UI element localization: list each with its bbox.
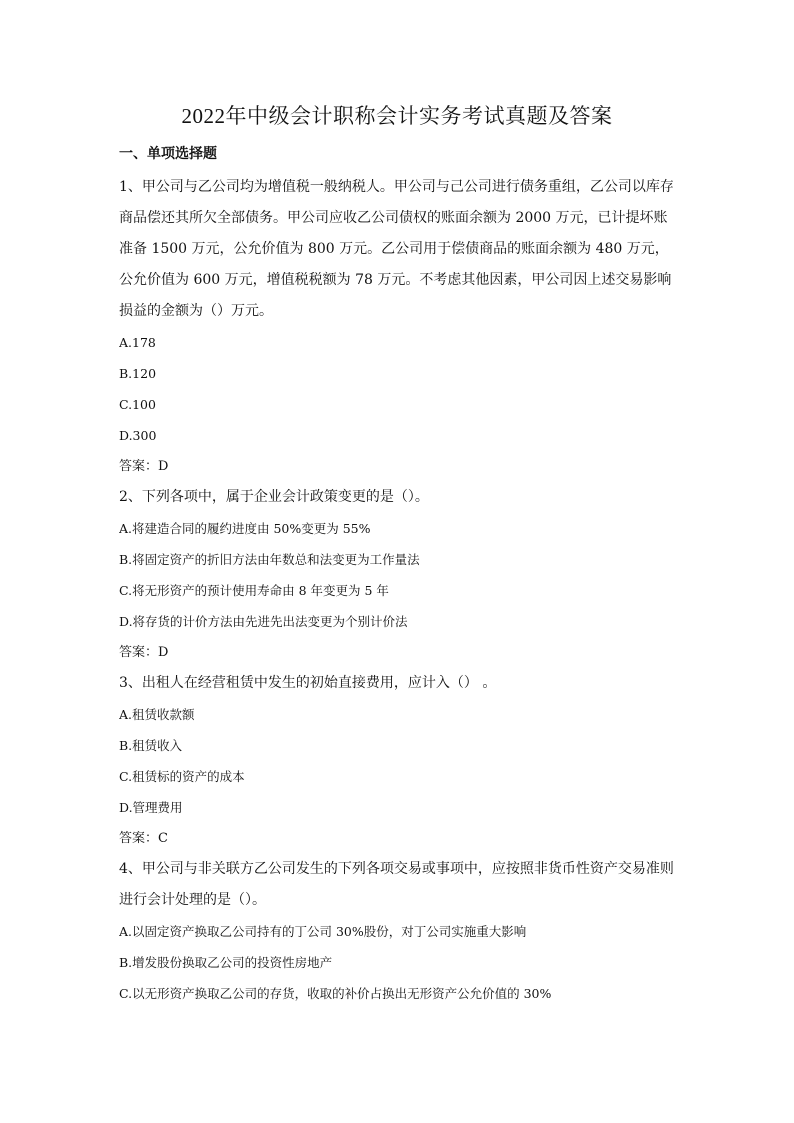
question-stem-line: 进行会计处理的是（）。 <box>119 892 266 908</box>
question-stem-line: 准备 1500 万元，公允价值为 800 万元。乙公司用于偿债商品的账面余额为 480 万元， <box>119 241 669 257</box>
option-d: D.将存货的计价方法由先进先出法变更为个别计价法 <box>119 614 408 629</box>
question-1 <box>119 172 679 482</box>
question-stem-line: 4、甲公司与非关联方乙公司发生的下列各项交易或事项中，应按照非货币性资产交易准则 <box>119 861 674 877</box>
option-a: A.178 <box>119 335 156 350</box>
question-stem-line: 2、下列各项中，属于企业会计政策变更的是（）。 <box>119 489 429 505</box>
option-b: B.增发股份换取乙公司的投资性房地产 <box>119 955 333 970</box>
question-stem-line: 公允价值为 600 万元，增值税税额为 78 万元。不考虑其他因素，甲公司因上述交易影响 <box>119 272 672 288</box>
question-2 <box>119 482 679 668</box>
question-stem-line: 3、出租人在经营租赁中发生的初始直接费用，应计入（） 。 <box>119 675 497 691</box>
option-b: B.租赁收入 <box>119 738 183 753</box>
answer-line: 答案：D <box>119 645 169 660</box>
option-a: A.租赁收款额 <box>119 707 195 722</box>
option-c: C.将无形资产的预计使用寿命由 8 年变更为 5 年 <box>119 583 389 598</box>
option-a: A.以固定资产换取乙公司持有的丁公司 30%股份，对丁公司实施重大影响 <box>119 924 527 939</box>
document-title: 2022年中级会计职称会计实务考试真题及答案 <box>181 104 613 128</box>
option-c: C.租赁标的资产的成本 <box>119 769 245 784</box>
option-d: D.300 <box>119 428 157 443</box>
option-b: B.120 <box>119 366 157 381</box>
question-stem-line: 商品偿还其所欠全部债务。甲公司应收乙公司债权的账面余额为 2000 万元，已计提坏账 <box>119 210 668 226</box>
option-d: D.管理费用 <box>119 800 183 815</box>
section-heading: 一、单项选择题 <box>119 146 217 162</box>
option-c: C.100 <box>119 397 156 412</box>
question-list <box>119 172 679 1009</box>
question-3 <box>119 668 679 854</box>
option-a: A.将建造合同的履约进度由 50%变更为 55% <box>119 521 371 536</box>
question-4 <box>119 854 679 1009</box>
option-c: C.以无形资产换取乙公司的存货，收取的补价占换出无形资产公允价值的 30% <box>119 986 552 1001</box>
answer-line: 答案：D <box>119 459 169 474</box>
question-stem-line: 1、甲公司与乙公司均为增值税一般纳税人。甲公司与己公司进行债务重组，乙公司以库存 <box>119 179 674 195</box>
question-stem-line: 损益的金额为（）万元。 <box>119 303 273 319</box>
option-b: B.将固定资产的折旧方法由年数总和法变更为工作量法 <box>119 552 420 567</box>
answer-line: 答案：C <box>119 831 168 846</box>
